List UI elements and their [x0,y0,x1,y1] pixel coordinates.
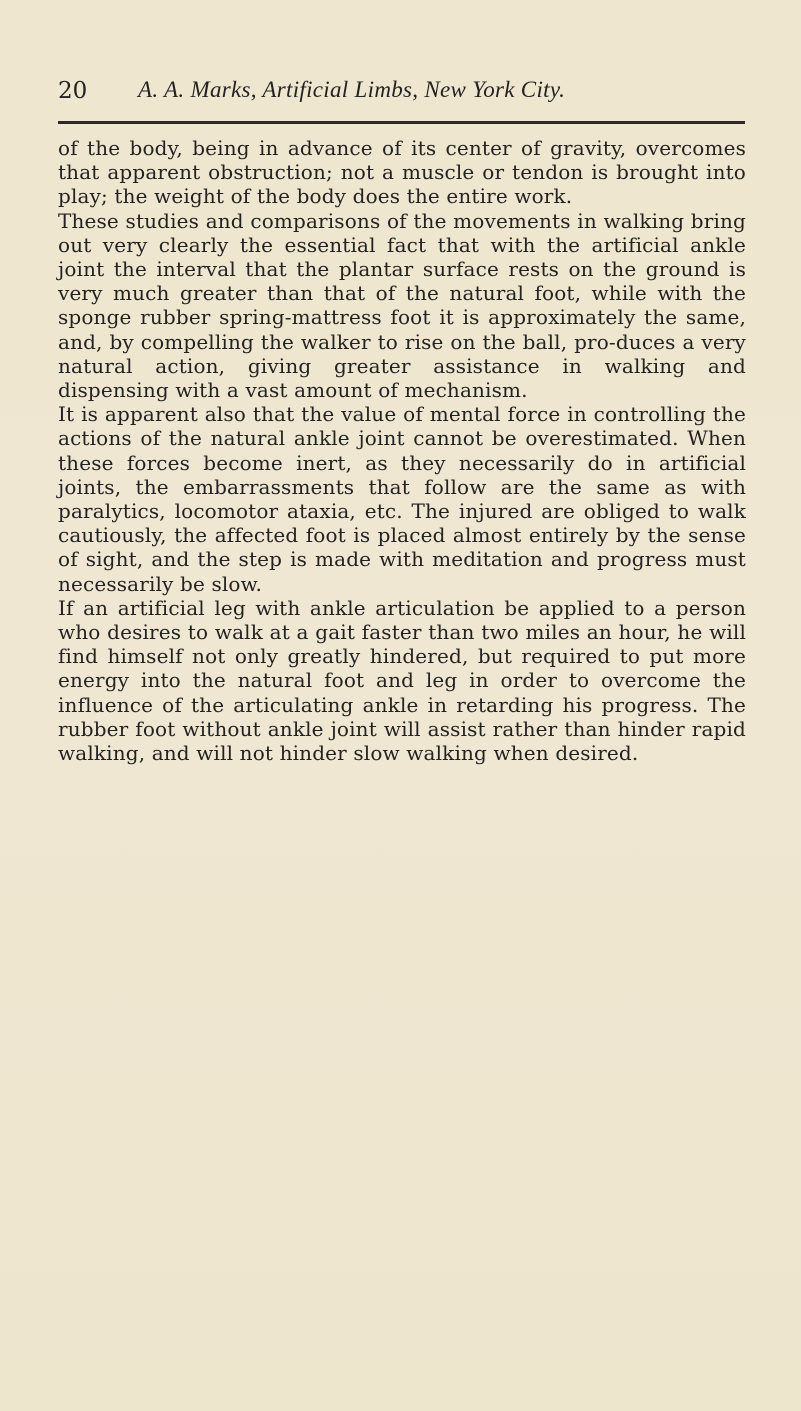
page-header [58,72,744,112]
paragraph-1: of the body, being in advance of its center of gravity, overcomes that apparent obstruction; not a muscle or tendon is brought into play; the weight of the body does the entire work. [58,136,746,209]
paragraph-4: If an artificial leg with ankle articulation be applied to a person who desires to walk at a gait faster than two miles an hour, he will find himself not only greatly hindered, but required to put more energy into the natural foot and leg in order to overcome the influence of the articulating ankle in retarding his progress. The rubber foot without ankle joint will assist rather than hinder rapid walking, and will not hinder slow walking when desired. [58,595,746,766]
page-number: 20 [58,78,88,104]
paragraph-2: These studies and comparisons of the movements in walking bring out very clearly the essential fact that with the artificial ankle joint the interval that the plantar surface rests on the ground is very much greater than that of the natural foot, while with the sponge rubber spring-mattress foot it is approximately the same, and, by compelling the walker to rise on the ball, pro-duces a very natural action, giving greater assistance in walking and dispensing with a vast amount of mechanism. [58,208,746,403]
running-title: A. A. Marks, Artificial Limbs, New York City. [138,77,566,102]
header-rule [58,121,745,124]
body-text [58,136,746,765]
paragraph-3: It is apparent also that the value of mental force in controlling the actions of the natural ankle joint cannot be overestimated. When these forces become inert, as they necessarily do in artificial joints, the embarrassments that follow are the same as with paralytics, locomotor ataxia, etc. The injured are obliged to walk cautiously, the affected foot is placed almost entirely by the sense of sight, and the step is made with meditation and progress must necessarily be slow. [58,402,746,596]
